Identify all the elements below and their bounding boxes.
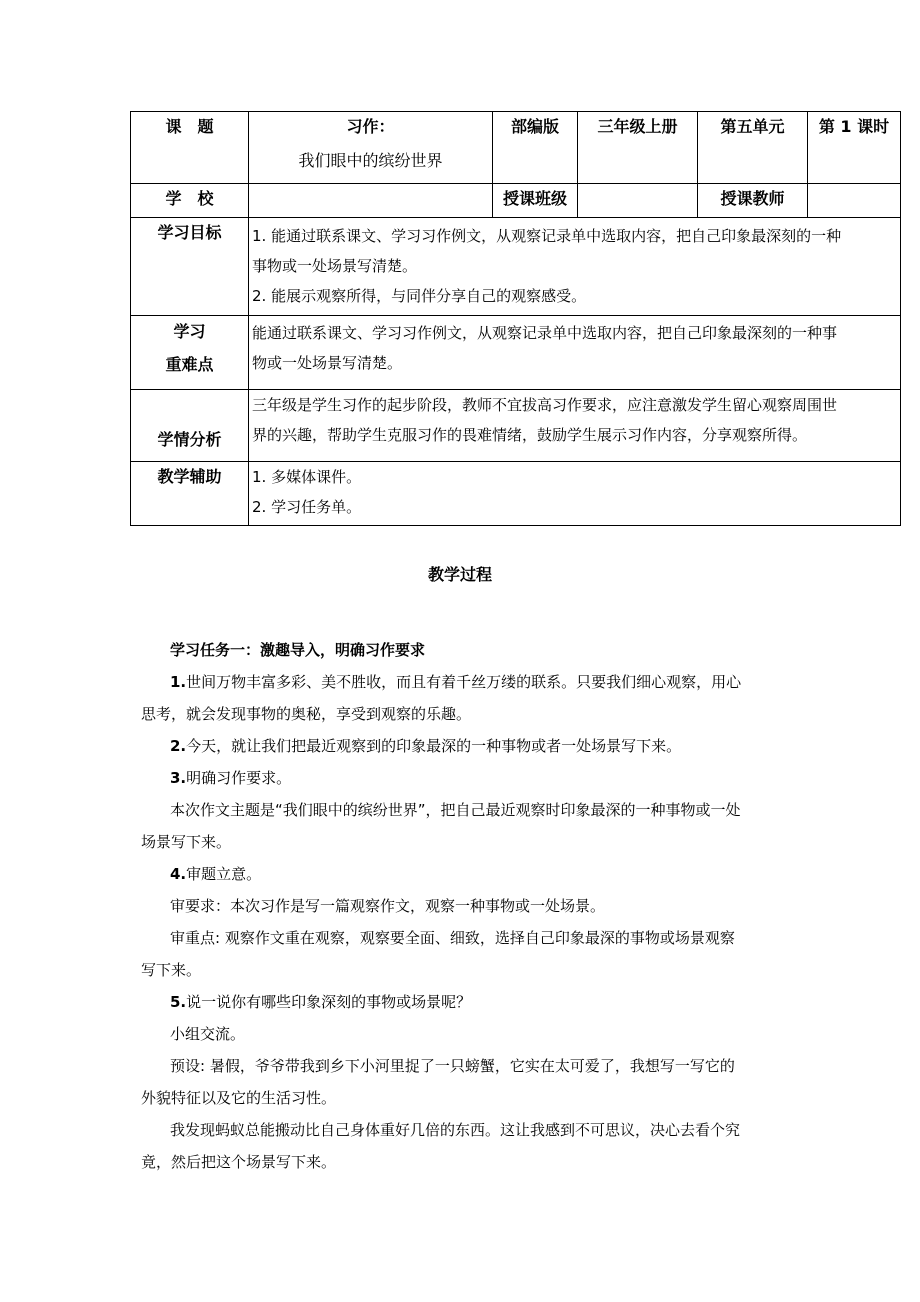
teacher-value bbox=[808, 184, 901, 218]
table-row-topic bbox=[131, 112, 901, 184]
task-heading: 学习任务一：激趣导入，明确习作要求 bbox=[170, 641, 426, 659]
aids-label: 教学辅助 bbox=[131, 462, 249, 526]
lesson-info-table bbox=[130, 111, 901, 526]
analysis-content bbox=[249, 390, 901, 462]
lesson-body bbox=[141, 634, 790, 1178]
keypoints-line-1: 能通过联系课文、学习习作例文，从观察记录单中选取内容，把自己印象最深刻的一种事 bbox=[252, 324, 838, 342]
paragraph-8 bbox=[170, 986, 790, 1018]
paragraph-2 bbox=[170, 730, 790, 762]
keypoints-content bbox=[249, 316, 901, 390]
paragraph-5-text: 审题立意。 bbox=[186, 865, 262, 883]
goals-label: 学习目标 bbox=[131, 218, 249, 316]
period-cell: 第 1 课时 bbox=[808, 112, 901, 184]
keypoints-label-line-1: 学习 bbox=[173, 322, 206, 341]
paragraph-3-text: 明确习作要求。 bbox=[186, 769, 292, 787]
paragraph-5-number: 4. bbox=[170, 865, 187, 883]
paragraph-9: 小组交流。 bbox=[170, 1025, 246, 1043]
table-row-analysis bbox=[131, 390, 901, 462]
goals-line-2: 事物或一处场景写清楚。 bbox=[252, 257, 418, 275]
paragraph-11-continued: 竟，然后把这个场景写下来。 bbox=[141, 1153, 337, 1171]
paragraph-6: 审要求：本次习作是写一篇观察作文，观察一种事物或一处场景。 bbox=[170, 897, 606, 915]
paragraph-10: 预设: 暑假，爷爷带我到乡下小河里捉了一只螃蟹，它实在太可爱了，我想写一写它的 bbox=[170, 1057, 735, 1075]
edition-cell: 部编版 bbox=[493, 112, 578, 184]
paragraph-5 bbox=[170, 858, 790, 890]
paragraph-1 bbox=[170, 666, 790, 698]
paragraph-10-continued: 外貌特征以及它的生活习性。 bbox=[141, 1089, 337, 1107]
school-label: 学 校 bbox=[131, 184, 249, 218]
aids-content bbox=[249, 462, 901, 526]
paragraph-7: 审重点: 观察作文重在观察，观察要全面、细致，选择自己印象最深的事物或场景观察 bbox=[170, 929, 735, 947]
keypoints-label-line-2: 重难点 bbox=[165, 355, 214, 374]
process-title: 教学过程 bbox=[427, 565, 492, 584]
paragraph-4-continued: 场景写下来。 bbox=[141, 833, 232, 851]
topic-label: 课 题 bbox=[131, 112, 249, 184]
aids-line-2: 2. 学习任务单。 bbox=[252, 498, 362, 516]
paragraph-2-text: 今天，就让我们把最近观察到的印象最深的一种事物或者一处场景写下来。 bbox=[186, 737, 682, 755]
paragraph-4: 本次作文主题是“我们眼中的缤纷世界”，把自己最近观察时印象最深的一种事物或一处 bbox=[170, 801, 741, 819]
paragraph-8-number: 5. bbox=[170, 993, 187, 1011]
paragraph-7-continued: 写下来。 bbox=[141, 961, 202, 979]
paragraph-1-text: 世间万物丰富多彩、美不胜收，而且有着千丝万缕的联系。只要我们细心观察，用心 bbox=[186, 673, 742, 691]
goals-content bbox=[249, 218, 901, 316]
paragraph-11: 我发现蚂蚁总能搬动比自己身体重好几倍的东西。这让我感到不可思议，决心去看个究 bbox=[170, 1121, 741, 1139]
analysis-line-2: 界的兴趣，帮助学生克服习作的畏难情绪，鼓励学生展示习作内容，分享观察所得。 bbox=[252, 426, 808, 444]
paragraph-1-continued: 思考，就会发现事物的奥秘，享受到观察的乐趣。 bbox=[141, 705, 472, 723]
goals-line-1: 1. 能通过联系课文、学习习作例文，从观察记录单中选取内容，把自己印象最深刻的一种 bbox=[252, 227, 842, 245]
table-row-school bbox=[131, 184, 901, 218]
topic-line-1: 习作： bbox=[346, 117, 395, 136]
teacher-label: 授课教师 bbox=[698, 184, 808, 218]
analysis-line-1: 三年级是学生习作的起步阶段，教师不宜拔高习作要求，应注意激发学生留心观察周围世 bbox=[252, 396, 838, 414]
table-row-keypoints bbox=[131, 316, 901, 390]
paragraph-8-text: 说一说你有哪些印象深刻的事物或场景呢？ bbox=[186, 993, 472, 1011]
keypoints-label bbox=[131, 316, 249, 390]
table-row-goals bbox=[131, 218, 901, 316]
topic-line-2: 我们眼中的缤纷世界 bbox=[298, 151, 443, 170]
paragraph-2-number: 2. bbox=[170, 737, 187, 755]
paragraph-1-number: 1. bbox=[170, 673, 187, 691]
table-row-aids bbox=[131, 462, 901, 526]
paragraph-3 bbox=[170, 762, 790, 794]
keypoints-line-2: 物或一处场景写清楚。 bbox=[252, 354, 403, 372]
aids-line-1: 1. 多媒体课件。 bbox=[252, 468, 362, 486]
topic-value bbox=[249, 112, 493, 184]
school-value bbox=[249, 184, 493, 218]
class-label: 授课班级 bbox=[493, 184, 578, 218]
class-value bbox=[578, 184, 698, 218]
grade-cell: 三年级上册 bbox=[578, 112, 698, 184]
unit-cell: 第五单元 bbox=[698, 112, 808, 184]
paragraph-3-number: 3. bbox=[170, 769, 187, 787]
analysis-label: 学情分析 bbox=[131, 390, 249, 462]
goals-line-3: 2. 能展示观察所得，与同伴分享自己的观察感受。 bbox=[252, 287, 587, 305]
